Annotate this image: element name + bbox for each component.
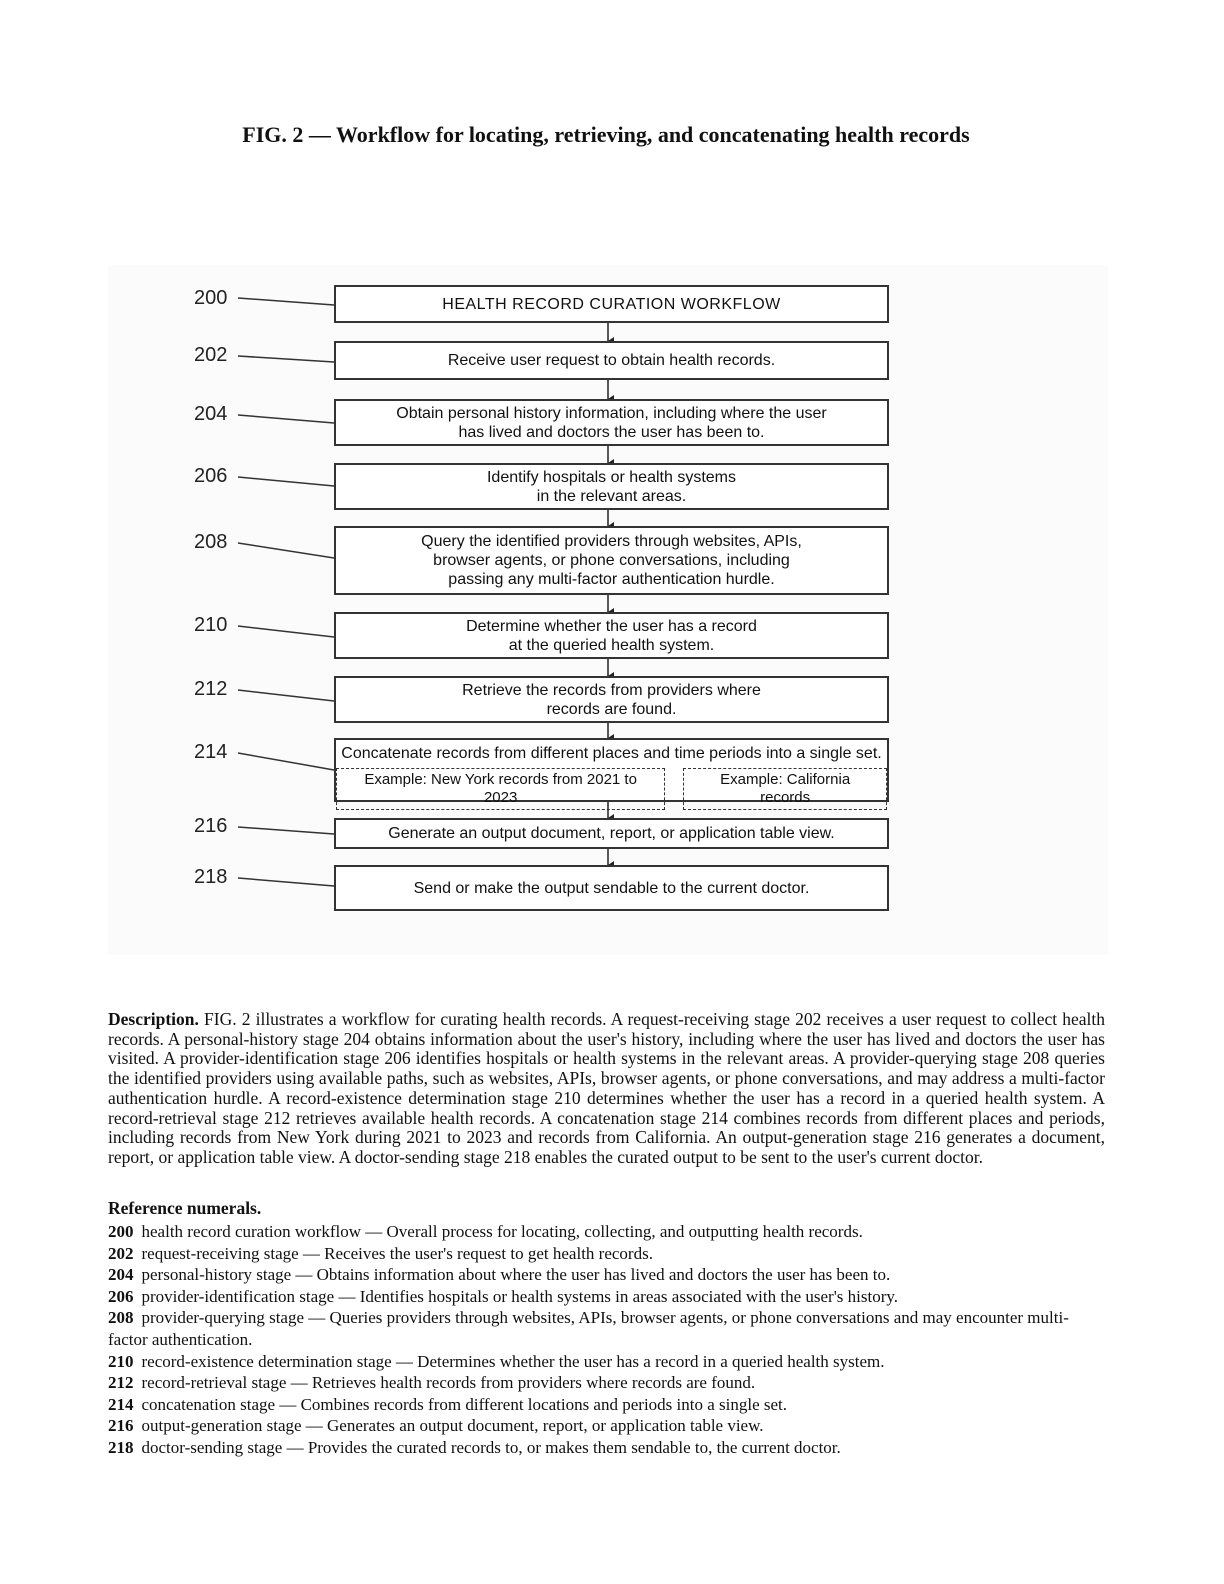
leader-line-214 (238, 753, 334, 770)
reference-item (108, 1286, 1108, 1308)
step-box-216 (334, 818, 889, 849)
reference-text: record-existence determination stage — Determines whether the user has a record in a queried health system. (141, 1351, 885, 1371)
step-box-206 (334, 463, 889, 510)
ref-numeral-204: 204 (194, 403, 228, 425)
reference-num: 210 (108, 1351, 134, 1371)
reference-item (108, 1264, 1108, 1286)
leader-line-204 (238, 415, 334, 423)
reference-item (108, 1243, 1108, 1265)
ref-numeral-208: 208 (194, 531, 228, 553)
reference-num: 212 (108, 1373, 134, 1393)
step-text-212: Retrieve the records from providers where records are found. (462, 681, 761, 718)
ref-numeral-218: 218 (194, 866, 228, 888)
leader-line-216 (238, 827, 334, 834)
step-text-202: Receive user request to obtain health records. (447, 352, 776, 369)
ref-numeral-212: 212 (194, 678, 228, 700)
step-box-202 (334, 341, 889, 380)
step-text-218: Send or make the output sendable to the current doctor. (413, 879, 810, 897)
reference-text: request-receiving stage — Receives the user's request to get health records. (141, 1243, 653, 1263)
reference-num: 206 (108, 1286, 134, 1306)
reference-num: 218 (108, 1437, 134, 1457)
reference-num: 208 (108, 1308, 134, 1328)
step-box-200 (334, 285, 889, 323)
step-text-214: Concatenate records from different places and time periods into a single set. (341, 745, 882, 762)
reference-text: concatenation stage — Combines records from different locations and periods into a single set. (141, 1394, 788, 1414)
reference-num: 214 (108, 1394, 134, 1414)
ref-numeral-216: 216 (194, 815, 228, 837)
ref-numeral-206: 206 (194, 465, 228, 487)
figure-title: FIG. 2 — Workflow for locating, retrieving, and concatenating health records (242, 122, 970, 147)
step-box-210 (334, 612, 889, 659)
ref-numeral-202: 202 (194, 344, 228, 366)
step-box-204 (334, 399, 889, 446)
step-text-206: Identify hospitals or health systems in the relevant areas. (486, 468, 736, 505)
step-text-216: Generate an output document, report, or application table view. (388, 825, 835, 842)
step-text-200: HEALTH RECORD CURATION WORKFLOW (442, 295, 781, 313)
reference-item (108, 1437, 1108, 1459)
leader-line-212 (238, 690, 334, 701)
step-text-204: Obtain personal history information, including where the user has lived and doctors the user has been to. (396, 404, 827, 441)
description-paragraph (108, 1010, 1105, 1168)
references-heading: Reference numerals. (108, 1198, 262, 1218)
step-text-208: Query the identified providers through websites, APIs, browser agents, or phone conversations, including passing any multi-factor authentication hurdle. (421, 533, 802, 588)
step-box-218 (334, 865, 889, 911)
step-text-210: Determine whether the user has a record at the queried health system. (466, 617, 757, 654)
reference-item (108, 1307, 1108, 1350)
example-california: Example: California records (683, 768, 887, 810)
description-text: FIG. 2 illustrates a workflow for curating health records. A request-receiving stage 202 receives a user request to collect health records. A personal-history stage 204 obtains information about the user's history, including where the user has lived and doctors the user has visited. A provider-identification stage 206 identifies hospitals or health systems in the relevant areas. A provider-querying stage 208 queries the identified providers using available paths, such as websites, APIs, browser agents, or phone conversations, and may address a multi-factor authentication hurdle. A record-existence determination stage 210 determines whether the user has a record in a queried health system. A record-retrieval stage 212 retrieves available health records. A concatenation stage 214 combines records from different places and periods, including records from New York during 2021 to 2023 and records from California. An output-generation stage 216 generates a document, report, or application table view. A doctor-sending stage 218 enables the curated output to be sent to the user's current doctor. (108, 1009, 1106, 1167)
reference-text: doctor-sending stage — Provides the curated records to, or makes them sendable to, the current doctor. (141, 1437, 841, 1457)
leader-line-200 (238, 298, 334, 305)
reference-text: output-generation stage — Generates an output document, report, or application table view. (141, 1416, 764, 1436)
description-label: Description. (108, 1009, 199, 1029)
reference-text: provider-querying stage — Queries providers through websites, APIs, browser agents, or phone conversations and may encounter multi-factor authentication. (108, 1308, 1069, 1349)
ref-numeral-200: 200 (194, 287, 228, 309)
ref-numeral-210: 210 (194, 614, 228, 636)
reference-item (108, 1221, 1108, 1243)
step-box-208 (334, 526, 889, 595)
leader-line-218 (238, 878, 334, 886)
reference-item (108, 1351, 1108, 1373)
workflow-diagram (108, 265, 1108, 955)
leader-line-202 (238, 356, 334, 362)
ref-numeral-214: 214 (194, 741, 228, 763)
reference-text: personal-history stage — Obtains information about where the user has lived and doctors the user has been to. (141, 1265, 891, 1285)
reference-item (108, 1415, 1108, 1437)
example-new-york: Example: New York records from 2021 to 2023 (336, 768, 665, 810)
leader-line-210 (238, 626, 334, 637)
reference-text: health record curation workflow — Overall process for locating, collecting, and outputting health records. (141, 1222, 863, 1241)
reference-text: provider-identification stage — Identifies hospitals or health systems in areas associated with the user's history. (141, 1286, 899, 1306)
reference-item (108, 1372, 1108, 1394)
reference-num: 204 (108, 1265, 134, 1285)
step-box-212 (334, 676, 889, 723)
step-box-214 (334, 738, 889, 806)
reference-text: record-retrieval stage — Retrieves health records from providers where records are found. (141, 1373, 756, 1393)
reference-item (108, 1394, 1108, 1416)
references-list (108, 1221, 1108, 1459)
reference-num: 216 (108, 1416, 134, 1436)
reference-num: 202 (108, 1243, 134, 1263)
leader-line-206 (238, 477, 334, 486)
reference-num: 200 (108, 1222, 134, 1241)
example-row (336, 768, 887, 810)
leader-line-208 (238, 543, 334, 558)
